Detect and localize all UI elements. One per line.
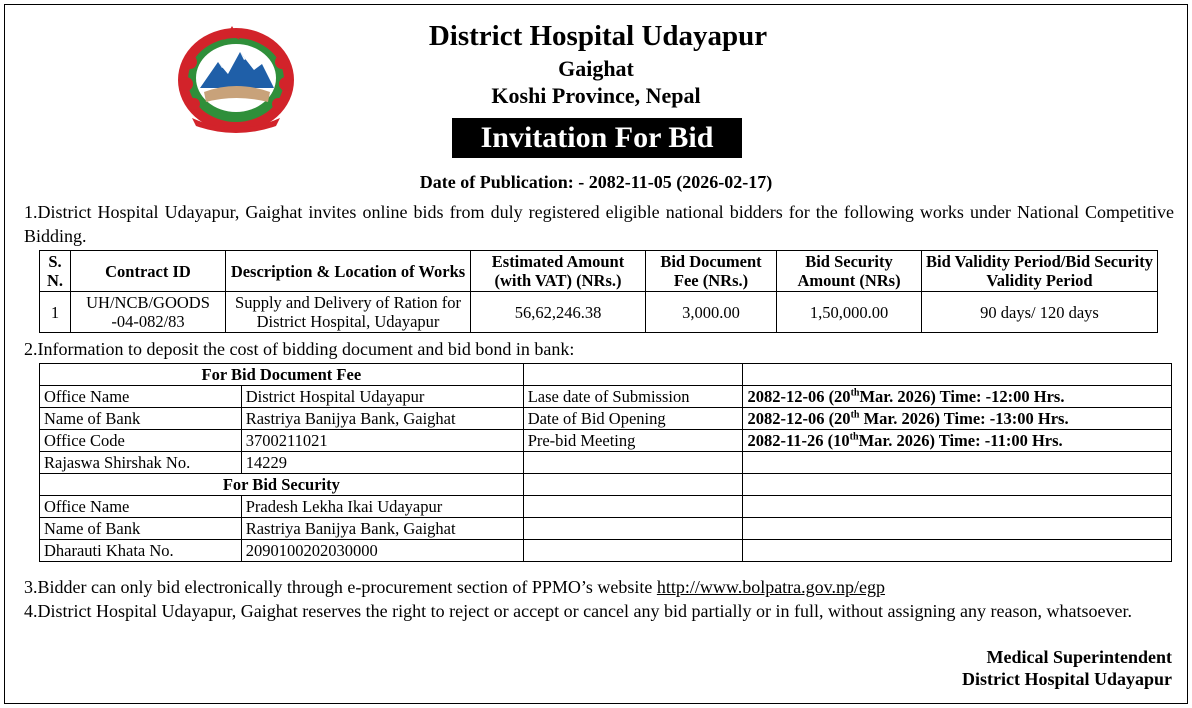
schedule-value: 2082-12-06 (20thMar. 2026) Time: -12:00 Hrs.: [743, 386, 1172, 408]
doc-fee-heading: For Bid Document Fee: [40, 364, 524, 386]
clause-1: [24, 200, 1174, 248]
clause-number: 1.: [24, 202, 38, 222]
row-value: District Hospital Udayapur: [241, 386, 523, 408]
row-label: Name of Bank: [40, 518, 242, 540]
cell-doc-fee: 3,000.00: [646, 292, 777, 333]
table-row: [40, 430, 1172, 452]
clause-text: Bidder can only bid electronically through e-procurement section of PPMO’s website: [37, 577, 657, 597]
cell-security: 1,50,000.00: [777, 292, 922, 333]
signature-title: Medical Superintendent: [986, 647, 1172, 667]
table-row: [40, 496, 1172, 518]
header-doc-fee: Bid Document Fee (NRs.): [646, 251, 777, 292]
schedule-label: Lase date of Submission: [523, 386, 743, 408]
clause-text: District Hospital Udayapur, Gaighat invites online bids from duly registered eligible national bidders for the following works under National Competitive Bidding.: [24, 202, 1174, 246]
row-label: Office Name: [40, 496, 242, 518]
clause-3: [24, 575, 1174, 599]
schedule-value: 2082-12-06 (20th Mar. 2026) Time: -13:00 Hrs.: [743, 408, 1172, 430]
org-province: Koshi Province, Nepal: [491, 83, 701, 108]
row-label: Office Code: [40, 430, 242, 452]
org-location: Gaighat: [558, 56, 634, 81]
cell-contract-id: UH/NCB/GOODS -04-082/83: [71, 292, 226, 333]
cell-validity: 90 days/ 120 days: [922, 292, 1158, 333]
row-value: Pradesh Lekha Ikai Udayapur: [241, 496, 523, 518]
clause-2: [24, 337, 1174, 361]
org-name: District Hospital Udayapur: [428, 20, 768, 52]
cell-description: Supply and Delivery of Ration for District Hospital, Udayapur: [226, 292, 471, 333]
bid-table: [39, 250, 1158, 333]
security-heading: For Bid Security: [40, 474, 524, 496]
cell-sn: 1: [40, 292, 71, 333]
table-row: [40, 386, 1172, 408]
clause-number: 4.: [24, 601, 38, 621]
row-value: 3700211021: [241, 430, 523, 452]
row-value: Rastriya Banijya Bank, Gaighat: [241, 518, 523, 540]
row-label: Name of Bank: [40, 408, 242, 430]
header-contract-id: Contract ID: [71, 251, 226, 292]
table-row: [40, 292, 1158, 333]
schedule-value: 2082-11-26 (10thMar. 2026) Time: -11:00 Hrs.: [743, 430, 1172, 452]
header-security: Bid Security Amount (NRs): [777, 251, 922, 292]
header-description: Description & Location of Works: [226, 251, 471, 292]
row-value: 14229: [241, 452, 523, 474]
invitation-banner: Invitation For Bid: [452, 118, 742, 158]
table-row: [40, 518, 1172, 540]
table-row: [40, 540, 1172, 562]
signature-org: District Hospital Udayapur: [961, 669, 1172, 689]
schedule-label: Date of Bid Opening: [523, 408, 743, 430]
table-row: [40, 408, 1172, 430]
row-label: Office Name: [40, 386, 242, 408]
row-label: Dharauti Khata No.: [40, 540, 242, 562]
row-value: Rastriya Banijya Bank, Gaighat: [241, 408, 523, 430]
deposit-table: [39, 363, 1172, 562]
header-validity: Bid Validity Period/Bid Security Validity Period: [922, 251, 1158, 292]
clause-number: 3.: [24, 577, 38, 597]
row-value: 2090100202030000: [241, 540, 523, 562]
header-estimate: Estimated Amount (with VAT) (NRs.): [471, 251, 646, 292]
publication-date: Date of Publication: - 2082-11-05 (2026-02-17): [419, 172, 773, 192]
clause-text: Information to deposit the cost of bidding document and bid bond in bank:: [37, 339, 575, 359]
row-label: Rajaswa Shirshak No.: [40, 452, 242, 474]
bid-table-header: [40, 251, 1158, 292]
schedule-label: Pre-bid Meeting: [523, 430, 743, 452]
clause-number: 2.: [24, 339, 38, 359]
clause-4: [24, 599, 1174, 623]
clause-text: District Hospital Udayapur, Gaighat reserves the right to reject or accept or cancel any bid partially or in full, without assigning any reason, whatsoever.: [37, 601, 1132, 621]
header-sn: S. N.: [40, 251, 71, 292]
bolpatra-link[interactable]: http://www.bolpatra.gov.np/egp: [656, 577, 885, 597]
table-row: [40, 452, 1172, 474]
cell-estimate: 56,62,246.38: [471, 292, 646, 333]
